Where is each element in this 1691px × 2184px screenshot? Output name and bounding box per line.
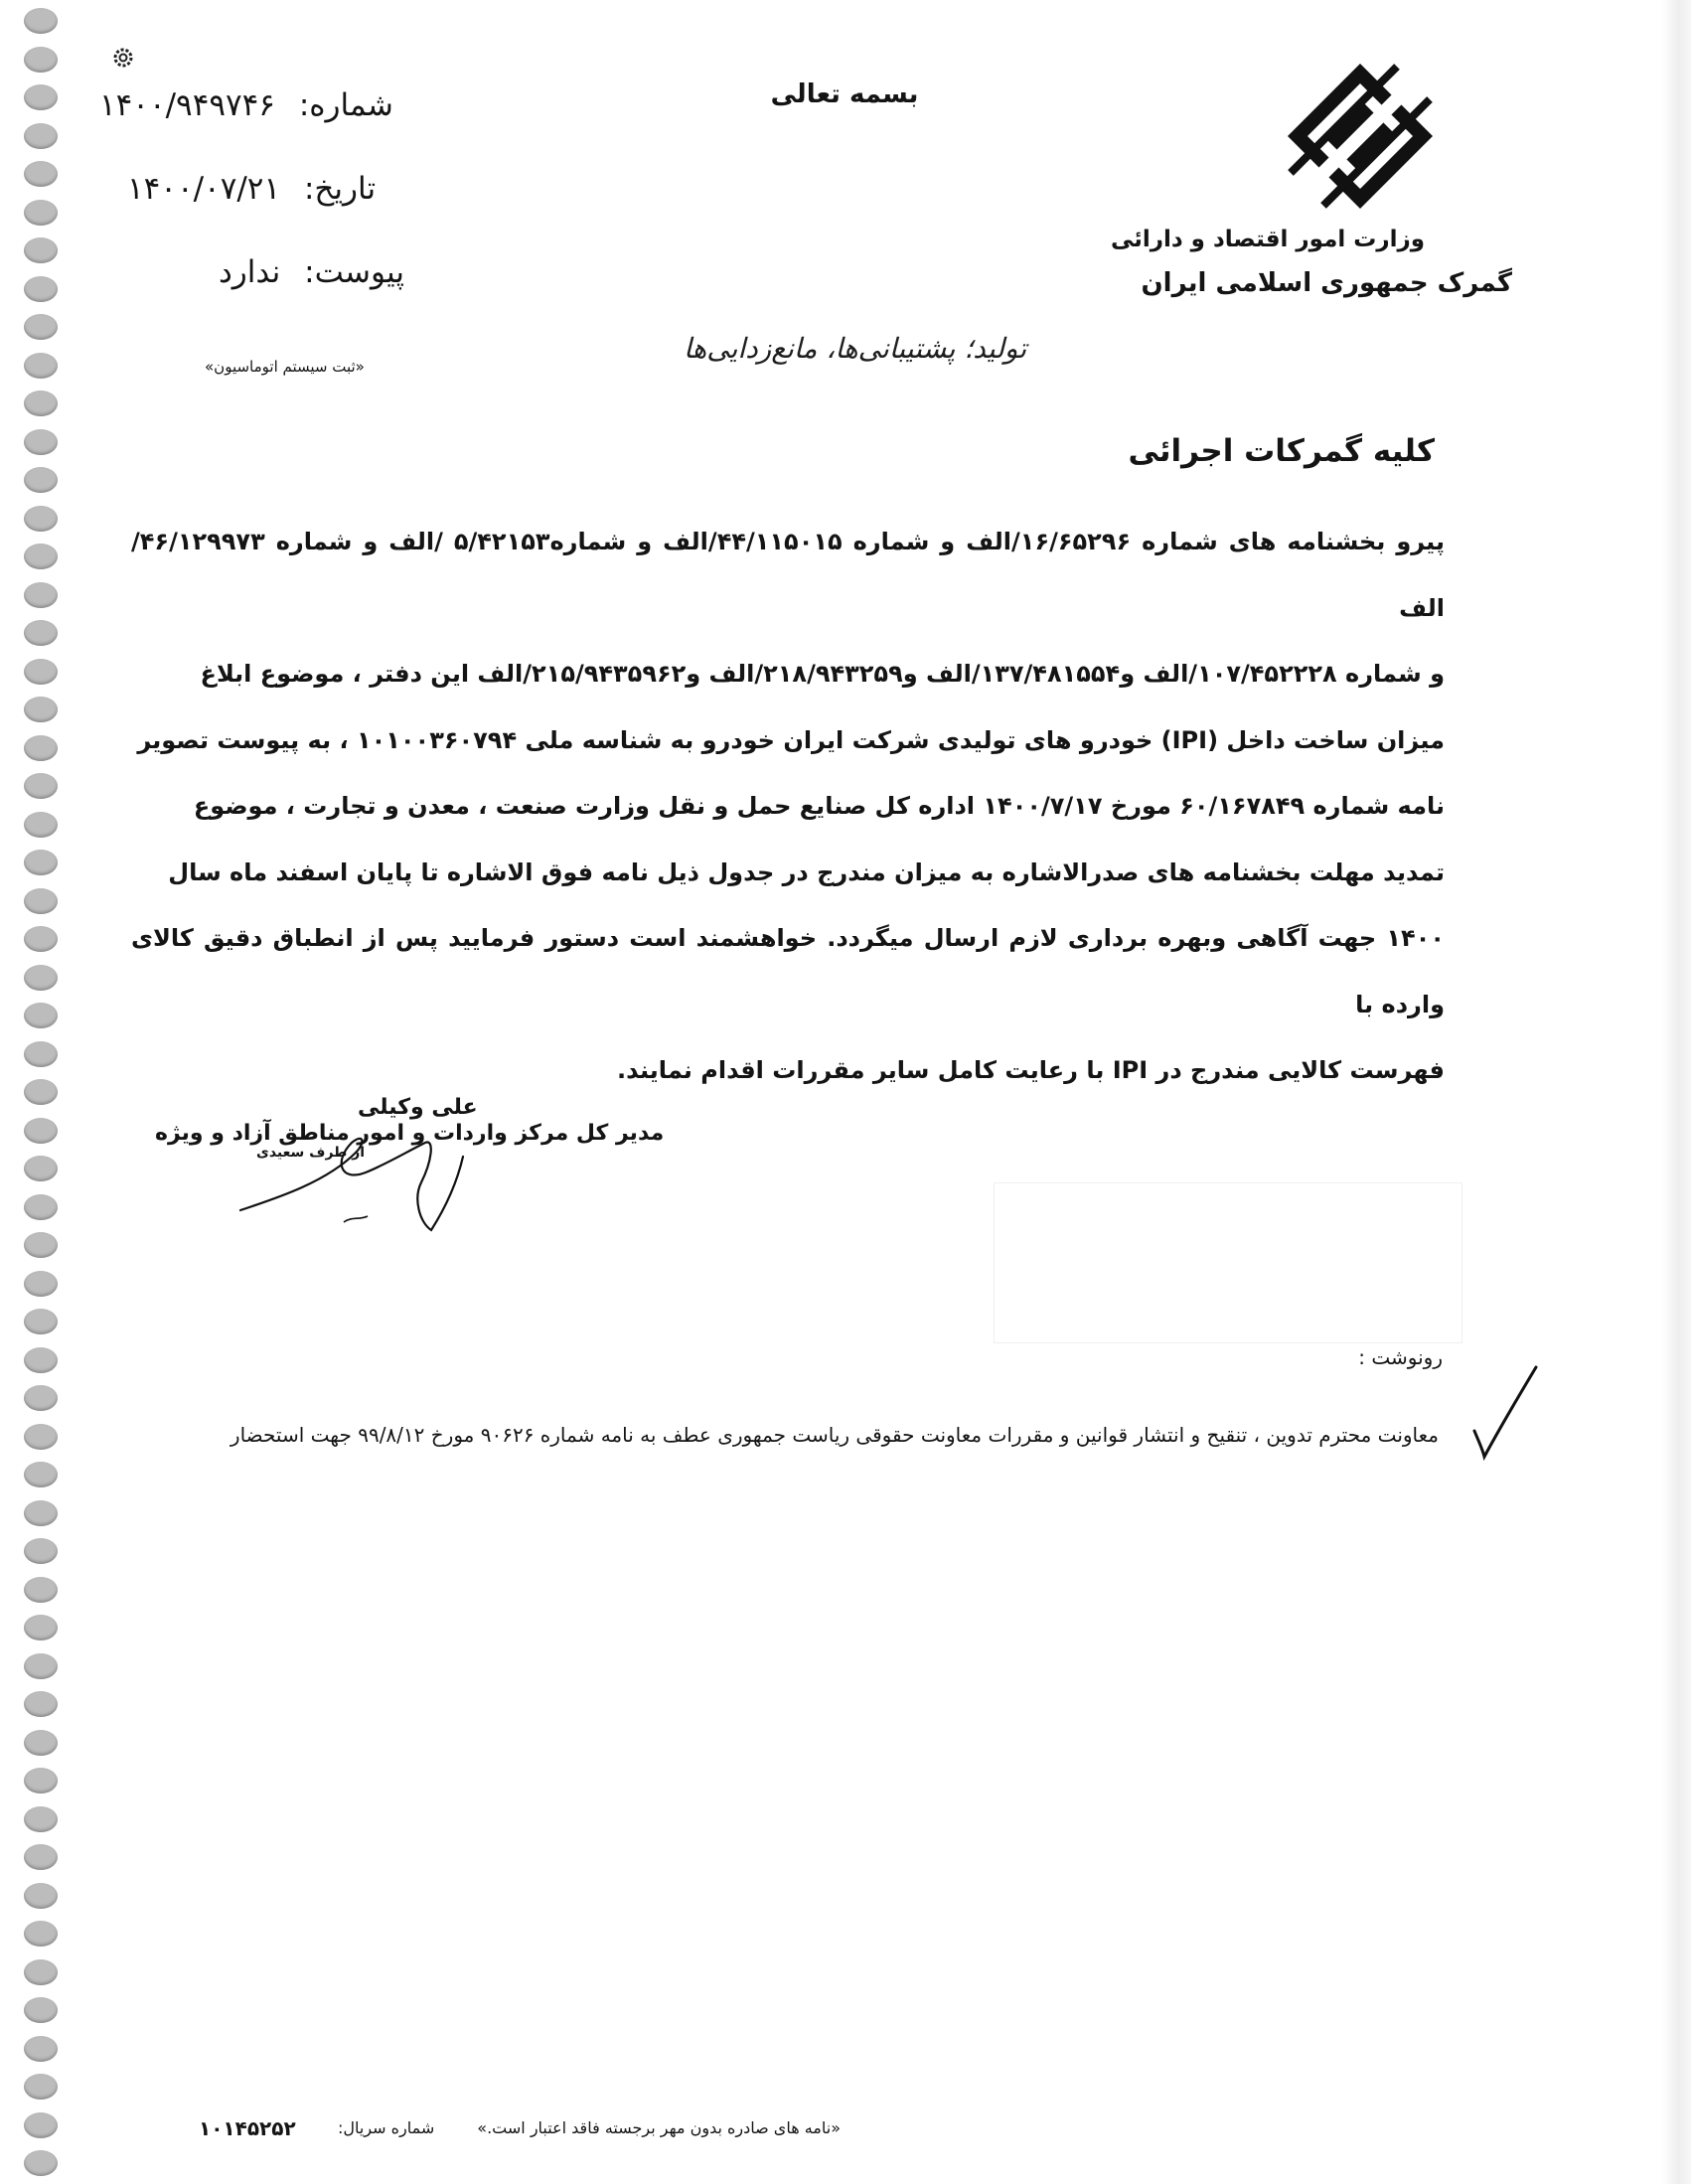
binding-hole [24,773,58,799]
binding-hole [24,1538,58,1564]
binding-hole [24,353,58,379]
body-line: میزان ساخت داخل (IPI) خودرو های تولیدی شرکت ایران خودرو به شناسه ملی ۱۰۱۰۰۳۶۰۷۹۴ ، به پیوست تصویر [137,725,1445,754]
binding-hole [24,1232,58,1258]
attachment-value: ندارد [219,254,281,290]
binding-hole [24,659,58,685]
binding-hole [24,1309,58,1334]
binding-hole [24,276,58,302]
check-mark-icon [1468,1363,1540,1463]
body-line: پیرو بخشنامه های شماره ۱۶/۶۵۲۹۶/الف و شماره ۴۴/۱۱۵۰۱۵/الف و شماره۵/۴۲۱۵۳ /الف و شماره ۴۶/۱۲۹۹۷۳/الف [131,528,1445,622]
binding-hole [24,314,58,340]
binding-hole [24,1041,58,1067]
binding-hole [24,506,58,532]
binding-hole [24,467,58,493]
binding-hole [24,8,58,34]
binding-hole [24,582,58,608]
binding-hole [24,1271,58,1297]
binding-hole [24,429,58,455]
cc-text: معاونت محترم تدوین ، تنقیح و انتشار قوانین و مقررات معاونت حقوقی ریاست جمهوری عطف به نامه شماره ۹۰۶۲۶ مورخ ۹۹/۸/۱۲ جهت استحضار [230,1423,1439,1447]
binding-hole [24,47,58,73]
scan-edge [1661,0,1691,2184]
binding-hole [24,1385,58,1411]
body-line: نامه شماره ۶۰/۱۶۷۸۴۹ مورخ ۱۴۰۰/۷/۱۷ اداره کل صنایع حمل و نقل وزارت صنعت ، معدن و تجارت ، موضوع [193,792,1445,820]
binding-hole [24,1347,58,1373]
binding-hole [24,926,58,952]
binding-hole [24,237,58,263]
binding-hole [24,1079,58,1105]
bismillah-heading: بسمه تعالی [770,79,919,109]
binding-hole [24,1806,58,1832]
binding-hole [24,1691,58,1717]
binding-hole [24,1462,58,1487]
binding-hole [24,1003,58,1028]
binding-hole [24,200,58,226]
gear-icon [111,46,135,70]
binding-hole [24,161,58,187]
number-value: ۱۴۰۰/۹۴۹۷۴۶ [99,87,275,123]
ministry-name: وزارت امور اقتصاد و دارائی [1110,227,1425,252]
binding-hole [24,1883,58,1909]
body-line: ۱۴۰۰ جهت آگاهی وبهره برداری لازم ارسال میگردد. خواهشمند است دستور فرمایید پس از انطباق دقیق کالای وارده با [131,924,1445,1018]
binding-hole [24,735,58,761]
binding-hole [24,1615,58,1640]
binding-hole [24,1156,58,1181]
binding-hole [24,2036,58,2062]
letter-attachment [219,254,404,290]
cc-label: رونوشت : [1358,1345,1443,1369]
binding-hole [24,1577,58,1603]
serial-label: شماره سریال: [338,2118,435,2137]
body-line: فهرست کالایی مندرج در IPI با رعایت کامل سایر مقررات اقدام نمایند. [617,1056,1445,1084]
date-label: تاریخ: [303,171,377,207]
binding-hole [24,850,58,875]
binding-hole [24,1653,58,1679]
binding-hole [24,1844,58,1870]
number-label: شماره: [298,87,393,123]
addressee: کلیه گمرکات اجرائی [1128,433,1435,469]
binding-hole [24,390,58,416]
binding-hole [24,965,58,991]
customs-logo [1286,62,1435,211]
binding-hole [24,1730,58,1756]
body-line: و شماره ۱۰۷/۴۵۲۲۲۸/الف و۱۳۷/۴۸۱۵۵۴/الف و۲۱۸/۹۴۳۲۵۹/الف و۲۱۵/۹۴۳۵۹۶۲/الف این دفتر ، موضوع ابلاغ [200,660,1445,688]
binding-hole [24,2074,58,2100]
binding-hole [24,1424,58,1450]
binding-hole [24,1768,58,1794]
customs-name: گمرک جمهوری اسلامی ایران [1141,268,1512,298]
binding-hole [24,1959,58,1985]
binding-hole [24,1194,58,1220]
signatory-title: مدیر کل مرکز واردات و امور مناطق آزاد و ویژه [155,1121,665,1146]
handwritten-signature [236,1113,465,1242]
binding-hole [24,2150,58,2176]
attachment-label: پیوست: [304,254,405,290]
registration-note: «ثبت سیستم اتوماسیون» [205,358,365,376]
binding-hole [24,123,58,149]
letter-date [127,171,376,207]
binding-hole [24,888,58,914]
binding-hole [24,812,58,838]
spiral-binding [0,0,64,2184]
binding-hole [24,84,58,110]
letter-number [99,87,393,123]
signatory-on-behalf: از طرف سعیدی [256,1145,366,1161]
binding-hole [24,544,58,569]
date-value: ۱۴۰۰/۰۷/۲۱ [127,171,281,207]
binding-hole [24,1500,58,1526]
binding-hole [24,697,58,722]
binding-hole [24,1118,58,1144]
signatory-name: علی وکیلی [358,1095,478,1120]
binding-hole [24,620,58,646]
binding-hole [24,2112,58,2138]
body-line: تمدید مهلت بخشنامه های صدرالاشاره به میزان مندرج در جدول ذیل نامه فوق الاشاره تا پایان اسفند ماه سال [168,858,1445,886]
serial-value: ۱۰۱۴۵۲۵۲ [199,2116,296,2140]
faint-stamp [994,1182,1462,1343]
letter-body [131,509,1445,1104]
validity-note: «نامه های صادره بدون مهر برجسته فاقد اعتبار است.» [477,2118,841,2137]
handwritten-slogan: تولید؛ پشتیبانی‌ها، مانع‌زدایی‌ها [684,332,1027,365]
binding-hole [24,1997,58,2023]
binding-hole [24,1921,58,1947]
